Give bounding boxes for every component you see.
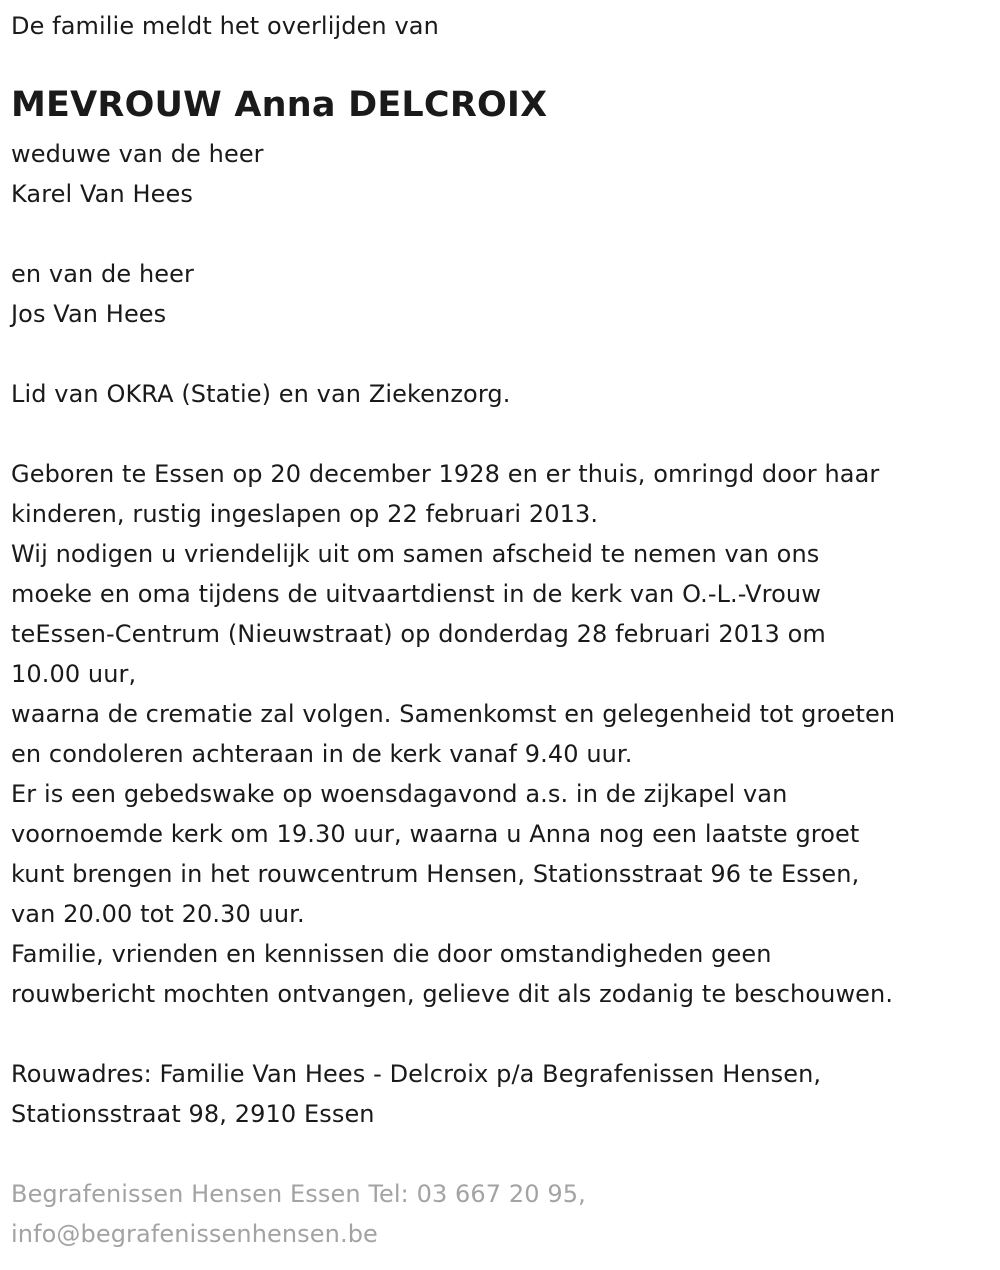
body-line: moeke en oma tijdens de uitvaartdienst in de kerk van O.-L.-Vrouw: [11, 580, 821, 608]
body-line: van 20.00 tot 20.30 uur.: [11, 900, 305, 928]
intro-text: De familie meldt het overlijden van: [11, 12, 439, 40]
body-line: waarna de crematie zal volgen. Samenkomst en gelegenheid tot groeten: [11, 700, 896, 728]
deceased-name: MEVROUW Anna DELCROIX: [11, 85, 548, 125]
body-line: 10.00 uur,: [11, 660, 137, 688]
body-line: teEssen-Centrum (Nieuwstraat) op donderdag 28 februari 2013 om: [11, 620, 826, 648]
second-husband-label: en van de heer: [11, 260, 194, 288]
body-line: Er is een gebedswake op woensdagavond a.s. in de zijkapel van: [11, 780, 788, 808]
widow-of-label: weduwe van de heer: [11, 140, 264, 168]
body-line: Wij nodigen u vriendelijk uit om samen afscheid te nemen van ons: [11, 540, 820, 568]
body-line: Geboren te Essen op 20 december 1928 en er thuis, omringd door haar: [11, 460, 880, 488]
body-line: kinderen, rustig ingeslapen op 22 februari 2013.: [11, 500, 599, 528]
membership-block: [11, 374, 510, 414]
body-text: [11, 454, 895, 1014]
funeral-home-footer: [11, 1174, 586, 1254]
widow-of-block: [11, 134, 264, 214]
body-line: Familie, vrienden en kennissen die door omstandigheden geen: [11, 940, 772, 968]
body-line: rouwbericht mochten ontvangen, gelieve dit als zodanig te beschouwen.: [11, 980, 894, 1008]
address-line: Stationsstraat 98, 2910 Essen: [11, 1100, 375, 1128]
body-line: voornoemde kerk om 19.30 uur, waarna u Anna nog een laatste groet: [11, 820, 860, 848]
membership-text: Lid van OKRA (Statie) en van Ziekenzorg.: [11, 380, 511, 408]
second-husband-block: [11, 254, 194, 334]
mourning-address: [11, 1054, 821, 1134]
funeral-home-email: info@begrafenissenhensen.be: [11, 1220, 378, 1248]
first-husband-name: Karel Van Hees: [11, 180, 194, 208]
address-line: Rouwadres: Familie Van Hees - Delcroix p/a Begrafenissen Hensen,: [11, 1060, 822, 1088]
second-husband-name: Jos Van Hees: [11, 300, 167, 328]
funeral-home-phone: Begrafenissen Hensen Essen Tel: 03 667 20 95,: [11, 1180, 586, 1208]
body-line: kunt brengen in het rouwcentrum Hensen, Stationsstraat 96 te Essen,: [11, 860, 860, 888]
body-line: en condoleren achteraan in de kerk vanaf 9.40 uur.: [11, 740, 633, 768]
